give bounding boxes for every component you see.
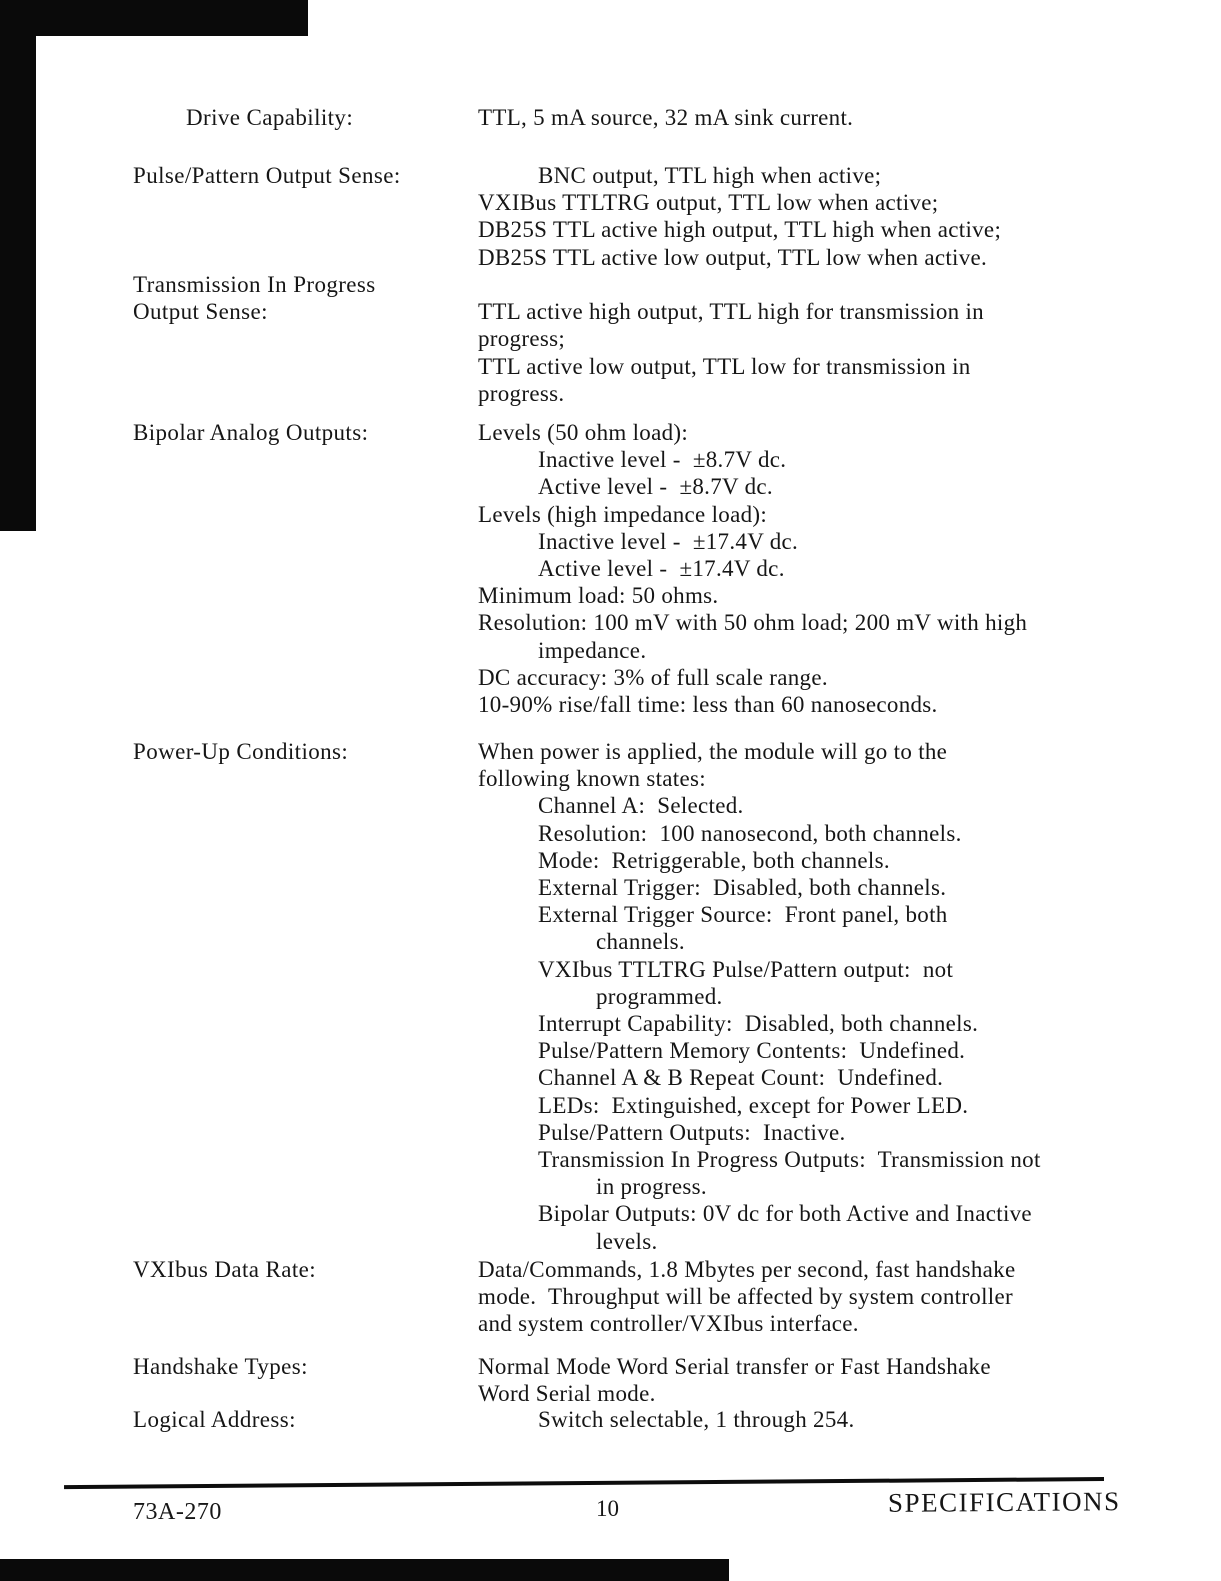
footer-page-number: 10 — [596, 1496, 619, 1521]
spec-definition-line: Data/Commands, 1.8 Mbytes per second, fast handshake — [478, 1257, 1016, 1282]
spec-definition-line: Resolution: 100 mV with 50 ohm load; 200 mV with high — [478, 610, 1028, 636]
spec-term-line: Handshake Types: — [133, 1354, 308, 1379]
spec-definition-line: DB25S TTL active high output, TTL high when active; — [478, 217, 1002, 243]
spec-definition-line: mode. Throughput will be affected by system controller — [478, 1284, 1013, 1310]
scan-artifact-left-bar — [0, 0, 36, 531]
scan-artifact-bottom-bar — [0, 1559, 729, 1581]
spec-term — [133, 419, 473, 446]
spec-definition-line: Normal Mode Word Serial transfer or Fast Handshake — [478, 1354, 991, 1379]
spec-term — [133, 1256, 473, 1283]
spec-term-line: Transmission In Progress — [133, 272, 376, 297]
spec-definition — [478, 104, 1138, 131]
spec-definition — [478, 1353, 1138, 1407]
spec-definition-line: Interrupt Capability: Disabled, both channels. — [538, 1011, 979, 1037]
spec-definition-line: Bipolar Outputs: 0V dc for both Active and Inactive — [538, 1201, 1032, 1227]
spec-definition-line: Inactive level - ±17.4V dc. — [538, 528, 799, 554]
spec-definition-line: External Trigger: Disabled, both channels. — [538, 875, 947, 901]
spec-definition-line: Levels (50 ohm load): — [478, 420, 689, 445]
spec-definition-line: DB25S TTL active low output, TTL low when active. — [478, 244, 988, 270]
spec-definition-line: Channel A: Selected. — [538, 793, 744, 819]
spec-term-line: VXIbus Data Rate: — [133, 1257, 317, 1282]
spec-definition-line: Pulse/Pattern Memory Contents: Undefined. — [538, 1038, 966, 1064]
spec-definition-line: programmed. — [596, 983, 723, 1009]
spec-definition-line: Switch selectable, 1 through 254. — [538, 1407, 855, 1432]
footer-doc-number: 73A-270 — [133, 1499, 222, 1525]
spec-definition-line: Mode: Retriggerable, both channels. — [538, 847, 890, 873]
spec-term — [133, 162, 473, 189]
footer-section-title: SPECIFICATIONS — [887, 1486, 1121, 1518]
spec-definition-line: levels. — [596, 1228, 658, 1254]
spec-term — [133, 738, 473, 765]
spec-definition-line: BNC output, TTL high when active; — [538, 163, 882, 188]
spec-definition-line: VXIbus TTLTRG Pulse/Pattern output: not — [538, 956, 954, 982]
spec-definition-line: TTL, 5 mA source, 32 mA sink current. — [478, 105, 854, 130]
spec-definition-line: Levels (high impedance load): — [478, 501, 768, 527]
spec-term — [133, 1406, 473, 1433]
spec-term-line: Logical Address: — [133, 1407, 296, 1432]
spec-term-line: Power-Up Conditions: — [133, 739, 349, 764]
spec-definition-line: Transmission In Progress Outputs: Transmission not — [538, 1147, 1041, 1173]
spec-definition — [478, 162, 1138, 271]
spec-term-line: Drive Capability: — [186, 105, 354, 130]
spec-definition-line: impedance. — [538, 637, 647, 663]
spec-definition-line: 10-90% rise/fall time: less than 60 nanoseconds. — [478, 692, 938, 718]
spec-definition-line: DC accuracy: 3% of full scale range. — [478, 664, 828, 690]
spec-definition-line: channels. — [596, 929, 685, 955]
spec-definition — [478, 1256, 1138, 1338]
spec-term — [133, 271, 473, 325]
spec-definition — [478, 1406, 1138, 1433]
spec-definition — [478, 738, 1138, 1255]
spec-definition-line: External Trigger Source: Front panel, both — [538, 902, 948, 928]
spec-definition-line: Channel A & B Repeat Count: Undefined. — [538, 1065, 944, 1091]
spec-definition-line: Resolution: 100 nanosecond, both channels. — [538, 820, 962, 846]
spec-definition-line: VXIBus TTLTRG output, TTL low when active; — [478, 190, 939, 216]
spec-definition-line: progress. — [478, 380, 565, 406]
spec-term — [186, 104, 526, 131]
spec-definition-line: LEDs: Extinguished, except for Power LED. — [538, 1092, 969, 1118]
spec-definition — [478, 419, 1138, 718]
spec-definition-line: Pulse/Pattern Outputs: Inactive. — [538, 1119, 846, 1145]
spec-definition-line: in progress. — [596, 1174, 707, 1200]
spec-definition-line: Word Serial mode. — [478, 1381, 656, 1407]
spec-term-line: Output Sense: — [133, 299, 268, 325]
spec-definition-line: TTL active high output, TTL high for transmission in — [478, 299, 984, 325]
spec-term-line: Bipolar Analog Outputs: — [133, 420, 369, 445]
spec-definition-line: When power is applied, the module will go to the — [478, 739, 948, 764]
spec-definition-line: TTL active low output, TTL low for transmission in — [478, 353, 971, 379]
spec-term-line: Pulse/Pattern Output Sense: — [133, 163, 401, 188]
spec-definition — [478, 298, 1138, 407]
spec-definition-line: Active level - ±8.7V dc. — [538, 474, 773, 500]
spec-definition-line: Inactive level - ±8.7V dc. — [538, 447, 787, 473]
spec-term — [133, 1353, 473, 1380]
spec-definition-line: progress; — [478, 326, 566, 352]
spec-definition-line: following known states: — [478, 766, 706, 792]
spec-definition-line: Minimum load: 50 ohms. — [478, 583, 719, 609]
spec-definition-line: and system controller/VXIbus interface. — [478, 1311, 859, 1337]
spec-definition-line: Active level - ±17.4V dc. — [538, 556, 785, 582]
scan-artifact-top-bar — [0, 0, 308, 36]
